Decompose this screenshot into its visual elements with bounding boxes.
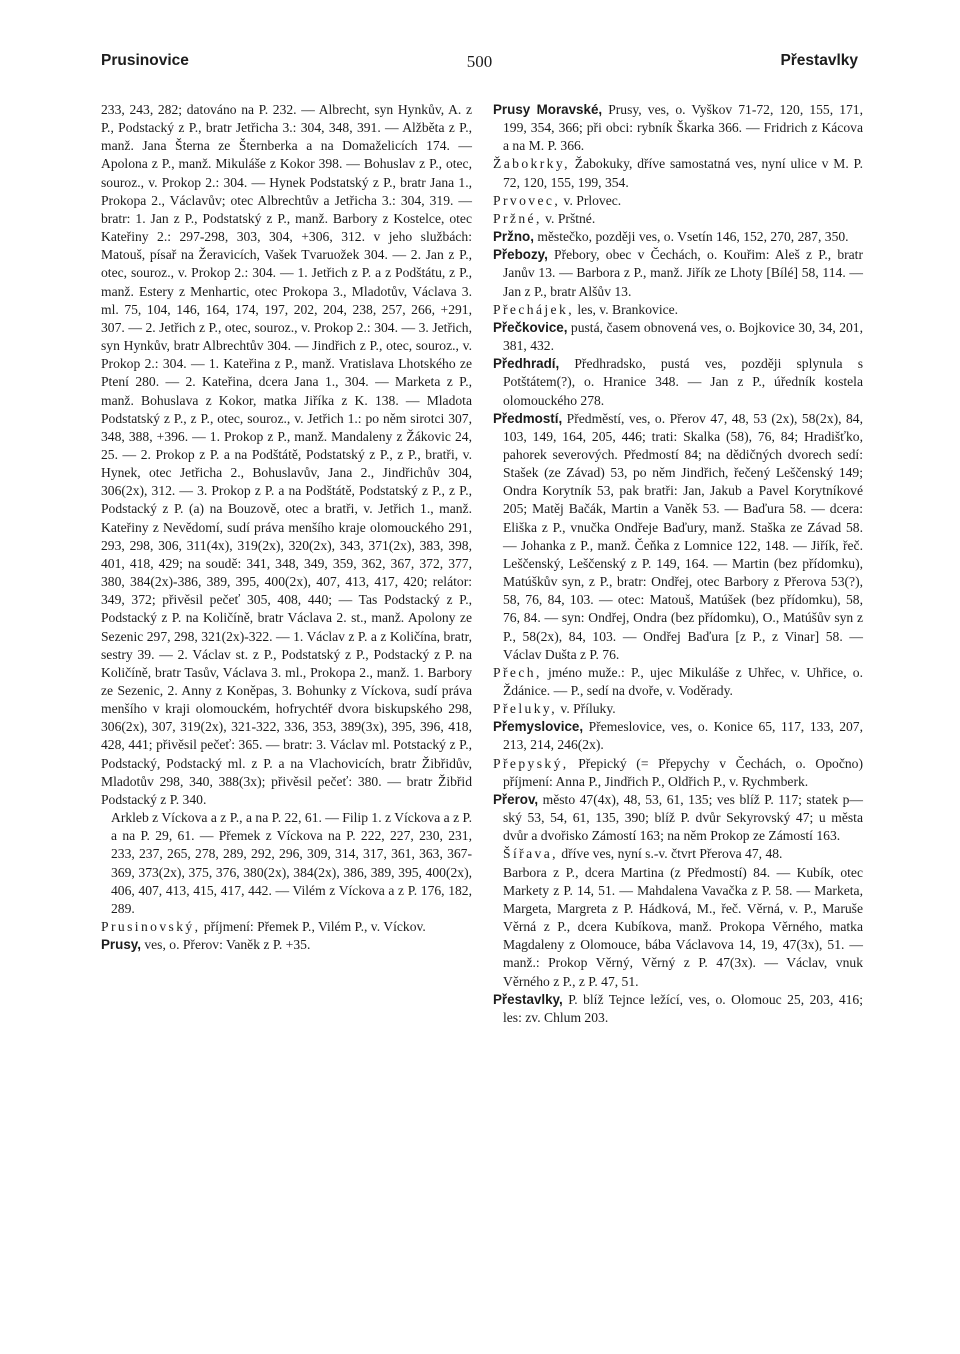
- entry-headword: Přestavlky,: [493, 991, 563, 1007]
- entry-text: ves, o. Přerov: Vaněk z P. +35.: [140, 937, 311, 953]
- entry-text: P. blíž Tejnce ležící, ves, o. Olomouc 25, 203, 416; les: zv. Chlum 203.: [503, 991, 863, 1025]
- entry-text: Barbora z P., dcera Martina (z Předmostí) 84. — Kubík, otec Markety z P. 14, 51. — Mahdalena Vavačka z P. 58. — Marketa, Margeta, Margreta z P. Hádková, M., řeč. Věrná, v. P., Maruše Věrná z P., dcera Kubíkova, manž. Prokopa Věrného, matka Magdaleny z Olomouce, bába Václavova 14, 19, 47(3x), 51. — manž.: Prokop Věrný, Věrný z P. 47(3x). — Václav, vnuk Věrného z P., z P. 47, 51.: [503, 864, 863, 989]
- entry-text: Žabokuky, dříve samostatná ves, nyní ulice v M. P. 72, 120, 155, 199, 354.: [503, 156, 863, 190]
- entry-text: 233, 243, 282; datováno na P. 232. — Albrecht, syn Hynkův, A. z P., Podstacký z P., bratr Jetřicha 3.: 304, 348, 391. — Alžběta z P., manž. Jana Šterna ze Šternberka a na Domaželicích 174. — Apolona z P., manž. Mikuláše z Kokor 398. — Bohuslav z P., otec, souroz., v. Prokop 2.: 304. — Hynek Podstatský z P., bratr Jana 1., Prokopa 2., Václavův; otec Albrechtův a Jetřicha 3.: 304, 319. — bratr: 1. Jan z P., Podstatský z P., manž. Barbory z Kostelce, otec Kateřiny 2.: 297-298, 303, 304, +306, 312. v jeho službách: Matouš, písař na Žeravicích, Vašek Tvaruožek 304. — 2. Jan z P., otec, souroz., v. Prokop 2.: 304. — 1. Jetřich z P. a z Podštátu, z P., manž. Estery z Menhartic, otec Prokopa 3., Mladotův, Václava 3. ml. 75, 104, 146, 164, 174, 197, 202, 204, 238, 257, 266, +291, 307. — 2. Jetřich z P., otec, souroz., v. Prokop 2.: 304. — 3. Jetřich, syn Hynkův, bratr Albrechtův 304. — Jindřich z P., otec, souroz., v. Prokop 2.: 304. — 1. Kateřina z P., manž. Vratislava Lhotského ze Ptení 280. — 2. Kateřina, dcera Jana 1., 304. — Marketa z P., manž. Bohuslava z Kokor, matka Jiříka z K. 138. — Mladota Podstatský z P., z P., otec, souroz., v. Jetřich 1.: po něm sirotci 307, 348, 388, +396. — 1. Prokop z P., manž. Mandaleny z Žákovic 24, 25. — 2. Prokop z P. a na Podštátě, Podstatský z P., z P., bratři, v. Hynek, otec Jetřicha 2., Bohuslavův, Jana 2., Jindřichův 304, 306(2x), 312. — 3. Prokop z P. a na Podštátě, Podstatský z P., z P., Podstacký z P. (a) na Bouzově, otec a bratři, v. Jetřich 1., manž. Kateřiny z Nevědomí, sudí práva menšího kraje olomouckého 291, 293, 298, 306, 311(4x), 319(2x), 320(2x), 343, 371(2x), 383, 398, 401, 418, 429; na soudě: 341, 348, 349, 359, 362, 367, 372, 377, 380, 384(2x)-386, 389, 395, 400(2x), 407, 413, 417, 420; relátor: 349, 372; přivěsil pečeť 305, 408, 440; — Tas Podstacký z P., Podstacký z P. na Količíně, bratr Václava 2. st., manž. Apolony ze Sezenic 297, 298, 321(2x)-322. — 1. Václav z P. a z Količína, bratr, sestry 39. — 2. Václav st. z P., Podstatský z P., Podstacký z P. na Količíně, bratr Tasův, Václava 3. ml., Prokopa 2., manž. 1. Barbory ze Sezenic, 2. Anny z Koněpas, 3. Bohunky z Víckova, sudí práva menšího v kraji olomouckém, hofrychtéř dvora biskupského 298, 306(2x), 307, 319(2x), 321-322, 336, 353, 389(3x), 395, 396, 418, 428, 441; přivěsil pečeť: 365. — bratr: 3. Václav ml. Potstacký z P., Podstacký, Podstacký ml. z P. a na Vlachovicích, bratr Žibřidův, Mladotův 298, 340, 388(3x); přivěsil pečeť: 380. — bratr Žibřid Podstacký z P. 340.: [101, 102, 472, 807]
- entry-headword: Pržno,: [493, 229, 534, 245]
- index-entry: [493, 155, 863, 191]
- entry-text: Arkleb z Víckova a z P., a na P. 22, 61. — Filip 1. z Víckova a z P. a na P. 29, 61. — Přemek z Víckova na P. 222, 227, 230, 231, 233, 237, 265, 278, 289, 292, 296, 309, 314, 317, 361, 363, 367-369, 373(2x), 375, 376, 380(2x), 384(2x), 386, 389, 395, 400(2x), 406, 407, 413, 415, 417, 442. — Vilém z Víckova a z P. 176, 182, 289.: [111, 810, 472, 916]
- entry-text: Přebory, obec v Čechách, o. Kouřim: Aleš z P., bratr Janův 13. — Barbora z P., manž. Jiřík ze Lhoty [Bílé] 58, 114. — Jan z P., bratr Alšův 13.: [503, 247, 863, 299]
- index-entry: [493, 755, 863, 791]
- entry-headword: Žabokrky,: [493, 156, 570, 172]
- entry-headword: Přerov,: [493, 791, 539, 807]
- entry-text: městečko, později ves, o. Vsetín 146, 152, 270, 287, 350.: [533, 229, 849, 245]
- entry-text: v. Příluky.: [557, 701, 616, 717]
- entry-headword: Předhradí,: [493, 356, 560, 372]
- entry-headword: Přech,: [493, 664, 542, 680]
- index-entry: [493, 410, 863, 664]
- index-entry: [493, 845, 863, 863]
- entry-text: Přemeslovice, ves, o. Konice 65, 117, 133, 207, 213, 214, 246(2x).: [503, 719, 863, 753]
- entry-text: v. Prlovec.: [560, 192, 622, 208]
- index-entry: [493, 228, 863, 246]
- entry-headword: Přečkovice,: [493, 319, 568, 335]
- entry-headword: Přepyský,: [493, 755, 569, 771]
- entry-headword: Přechájek,: [493, 301, 574, 317]
- index-entry: [493, 718, 863, 754]
- header-left-headword: Prusinovice: [101, 52, 189, 69]
- index-entry: [493, 319, 863, 355]
- entry-headword: Šířava,: [503, 846, 558, 862]
- index-entry: [493, 664, 863, 700]
- entry-text: Prusy, ves, o. Vyškov 71-72, 120, 155, 171, 199, 354, 366; při obci: rybník Škarka 366. — Fridrich z Kácova a na M. P. 366.: [503, 102, 863, 154]
- index-entry: [493, 192, 863, 210]
- page-number: 500: [466, 52, 493, 71]
- index-entry: [493, 301, 863, 319]
- index-entry: [493, 101, 863, 155]
- entry-text: jméno muže.: P., ujec Mikuláše z Uhřec, v. Uhřice, o. Ždánice. — P., sedí na dvoře, v. Voděrady.: [503, 664, 863, 698]
- index-entry: [493, 246, 863, 300]
- entry-text: Přepický (= Přepychy v Čechách, o. Opočno) příjmení: Anna P., Jindřich P., Oldřich P., v. Rychmberk.: [503, 755, 863, 789]
- running-header: [101, 52, 858, 76]
- index-entry: [493, 791, 863, 845]
- entry-text: pustá, časem obnovená ves, o. Bojkovice 30, 34, 201, 381, 432.: [503, 319, 863, 354]
- left-column: [101, 101, 472, 954]
- entry-text: Předhradsko, pustá ves, později splynula s Potštátem(?), o. Hranice 348. — Jan z P., úředník kostela olomouckého 278.: [503, 356, 863, 408]
- entry-headword: Přeluky,: [493, 701, 558, 717]
- entry-headword: Přemyslovice,: [493, 719, 584, 735]
- index-entry: [101, 936, 472, 954]
- index-entry: [101, 101, 472, 809]
- entry-headword: Prusinovský,: [101, 919, 201, 935]
- entry-headword: Prvovec,: [493, 192, 561, 208]
- entry-text: Předměstí, ves, o. Přerov 47, 48, 53 (2x), 58(2x), 84, 103, 149, 164, 205, 446; trati: Skalka (58), 76, 84; Hradišťko, pahorek severových. Předmostí 84; na dědičných dvorech sedí: Stašek (ze Závad) 53, po něm Jindřich, řečený Leščenský 149; Ondra Korytník 53, pak bratři: Jan, Jakub a Pavel Korytníkové 205; Matěj Bačák, Martin a Vaněk 53. — Baďura 58. — dcera: Eliška z P., vnučka Ondřeje Baďury, manž. Staška ze Závad 58. — Johanka z P., manž. Čeňka z Lomnice 122, 148. — Jiřík, řeč. Leščenský, Leščenský z P. 149, 164. — Martin (bez přídomku), Matúškův syn, z P., bratr: Ondřej, otec Barbory z Přerova 53(?), 58, 76, 84, 103. — otec: Matouš, Matúšek (bez přídomku), 58, 76, 84. — syn: Ondřej, Ondra (bez přídomku), O., Matúšův syn z P., 58(2x), 84, 103. — Ondřej Baďura [z P., z Vinar] 58. — Václav Dušta z P. 76.: [503, 410, 863, 662]
- entry-text: město 47(4x), 48, 53, 61, 135; ves blíž P. 117; statek p—ský 53, 54, 61, 135, 390; blíž P. dvůr Sekyrovský 47; u města dvůr a dvořisko Zámostí 163; na něm Prokop ze Zámostí 163.: [503, 791, 863, 844]
- entry-headword: Předmostí,: [493, 410, 563, 426]
- right-column: [493, 101, 863, 1027]
- entry-headword: Prusy,: [101, 937, 141, 953]
- entry-headword: Přebozy,: [493, 247, 548, 263]
- index-entry: [493, 355, 863, 409]
- header-right-headword: Přestavlky: [780, 52, 858, 69]
- entry-text: dříve ves, nyní s.-v. čtvrt Přerova 47, 48.: [557, 846, 783, 862]
- index-entry: [101, 918, 472, 936]
- entry-text: les, v. Brankovice.: [574, 301, 679, 317]
- index-entry: [493, 700, 863, 718]
- index-entry: [101, 809, 472, 918]
- entry-headword: Pržné,: [493, 210, 542, 226]
- entry-headword: Prusy Moravské,: [493, 102, 603, 117]
- index-entry: [493, 864, 863, 991]
- index-entry: [493, 210, 863, 228]
- entry-text: v. Prštné.: [541, 210, 596, 226]
- index-entry: [493, 991, 863, 1027]
- entry-text: příjmení: Přemek P., Vilém P., v. Víckov.: [200, 919, 426, 935]
